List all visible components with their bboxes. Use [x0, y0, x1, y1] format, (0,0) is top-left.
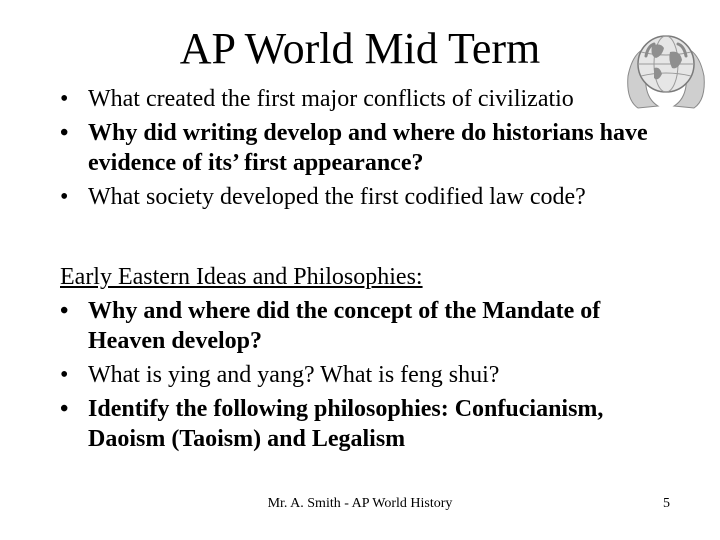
list-item [60, 296, 680, 356]
bullet: • [60, 120, 69, 146]
bullet: • [60, 362, 69, 388]
bullet: • [60, 298, 69, 324]
section-heading: Early Eastern Ideas and Philosophies: [60, 264, 423, 290]
list-item-text: Identify the following philosophies: Confucianism, Daoism (Taoism) and Legalism [88, 396, 604, 452]
list-item-text: What created the first major conflicts of civilizatio [88, 86, 574, 112]
bullet: • [60, 86, 69, 112]
list-item-text: What society developed the first codified law code? [88, 184, 586, 210]
list-item-text: What is ying and yang? What is feng shui? [88, 362, 500, 388]
list-item-text: Why and where did the concept of the Mandate of Heaven develop? [88, 298, 601, 354]
list-item [60, 84, 680, 114]
bullet: • [60, 184, 69, 210]
question-list-2 [60, 262, 680, 458]
list-item [60, 394, 680, 454]
page-number: 5 [663, 496, 670, 511]
slide-footer: Mr. A. Smith - AP World History [267, 496, 453, 511]
list-item [60, 118, 680, 178]
list-item [60, 182, 680, 212]
list-item-text: Why did writing develop and where do historians have evidence of its’ first appearance? [88, 120, 648, 176]
slide-title: AP World Mid Term [179, 24, 541, 73]
question-list-1 [60, 84, 680, 216]
list-item [60, 360, 680, 390]
bullet: • [60, 396, 69, 422]
